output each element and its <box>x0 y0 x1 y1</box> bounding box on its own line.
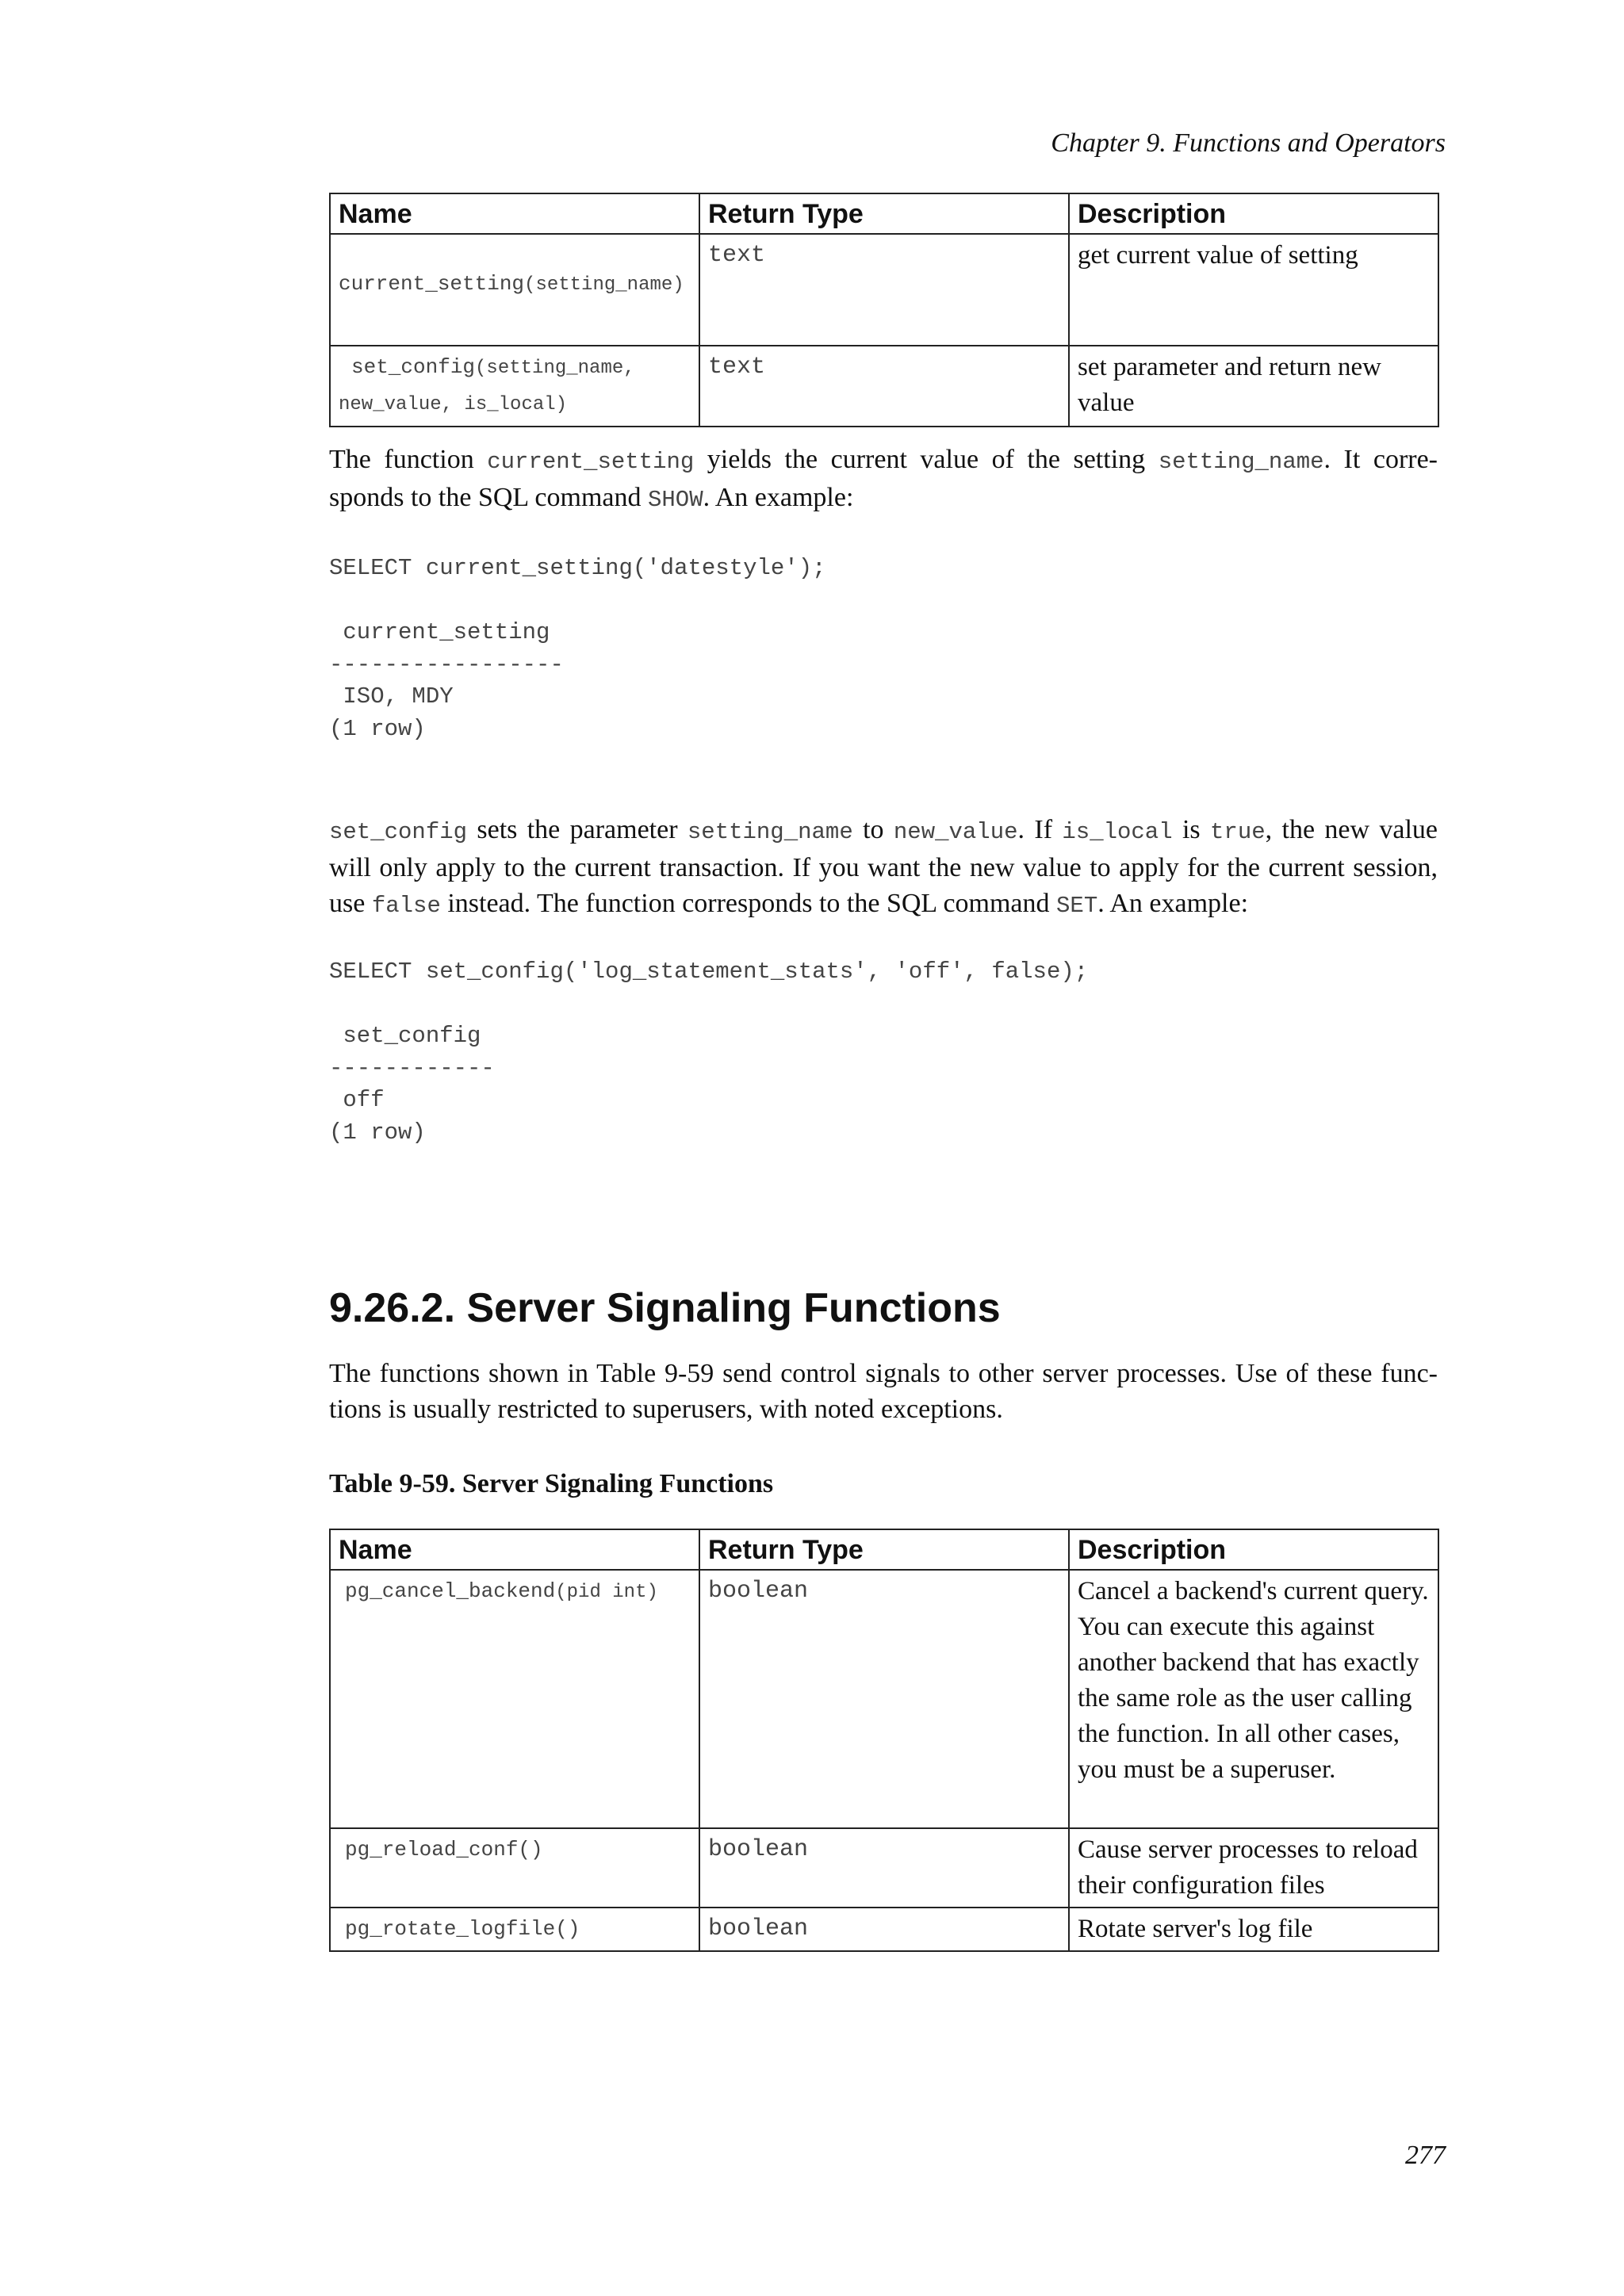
function-args: (pid int) <box>555 1582 658 1603</box>
column-header-description: Description <box>1069 1529 1438 1570</box>
table-header-row <box>330 193 1438 234</box>
paragraph-current-setting <box>329 442 1438 518</box>
column-header-description: Description <box>1069 193 1438 234</box>
function-name-cell <box>330 234 699 346</box>
settings-functions-table <box>329 193 1439 427</box>
table-row <box>330 1908 1438 1951</box>
table-row <box>330 346 1438 427</box>
section-heading: 9.26.2. Server Signaling Functions <box>329 1285 1001 1331</box>
paragraph-set-config <box>329 812 1438 924</box>
code-example-set-config: SELECT set_config('log_statement_stats', 'off', false); set_config ------------ off (1 row) <box>329 959 1089 1146</box>
server-signaling-functions-table <box>329 1529 1439 1952</box>
text: yields the current value of the setting <box>694 445 1159 474</box>
return-type-cell: boolean <box>699 1828 1069 1908</box>
return-type-cell: text <box>699 346 1069 427</box>
inline-code: SET <box>1056 893 1098 919</box>
inline-code: new_value <box>893 819 1018 845</box>
description-cell: get current value of setting <box>1069 234 1438 346</box>
return-type-cell: text <box>699 234 1069 346</box>
column-header-return-type: Return Type <box>699 1529 1069 1570</box>
inline-code: setting_name <box>1158 449 1324 475</box>
running-header: Chapter 9. Functions and Operators <box>1051 128 1446 158</box>
function-name-cell <box>330 1570 699 1828</box>
description-cell: Cause server processes to reload their configuration files <box>1069 1828 1438 1908</box>
text: . It corre- sponds to the SQL command <box>329 445 1438 512</box>
text: sets the parameter <box>467 815 688 844</box>
column-header-return-type: Return Type <box>699 193 1069 234</box>
text: instead. The function corresponds to the SQL command <box>440 889 1057 918</box>
function-name-cell <box>330 346 699 427</box>
table-row <box>330 1828 1438 1908</box>
return-type-cell: boolean <box>699 1570 1069 1828</box>
text: The function <box>329 445 488 474</box>
function-args: (setting_name) <box>524 274 684 296</box>
description-cell: Cancel a backend's current query. You can execute this against another backend that has exactly the same role as the user calling the function. In all other cases, you must be a superuser. <box>1069 1570 1438 1828</box>
function-name: pg_cancel_backend <box>345 1579 556 1603</box>
text: . An example: <box>1097 889 1249 918</box>
table-row <box>330 1570 1438 1828</box>
function-name-cell <box>330 1908 699 1951</box>
text: is <box>1172 815 1211 844</box>
text: , the new value will only apply to the current transaction. If you want the new value to apply for the current session, use <box>329 815 1438 918</box>
text: . If <box>1017 815 1063 844</box>
description-cell: set parameter and return new value <box>1069 346 1438 427</box>
inline-code: current_setting <box>487 449 695 475</box>
table-row <box>330 234 1438 346</box>
inline-code: SHOW <box>648 487 703 513</box>
inline-code: set_config <box>329 819 468 845</box>
inline-code: false <box>371 893 441 919</box>
function-name: current_setting <box>339 272 525 296</box>
function-name: set_config <box>351 355 476 379</box>
code-example-current-setting: SELECT current_setting('datestyle'); current_setting ----------------- ISO, MDY (1 row) <box>329 555 826 742</box>
column-header-name: Name <box>330 193 699 234</box>
function-args: (setting_name, <box>475 358 635 379</box>
description-cell: Rotate server's log file <box>1069 1908 1438 1951</box>
function-name: pg_reload_conf() <box>345 1838 543 1862</box>
table-header-row <box>330 1529 1438 1570</box>
text: to <box>852 815 894 844</box>
page-number: 277 <box>1405 2141 1446 2170</box>
return-type-cell: boolean <box>699 1908 1069 1951</box>
inline-code: setting_name <box>687 819 853 845</box>
paragraph-signaling-intro: The functions shown in Table 9-59 send control signals to other server processes. Use of these func- tions is usually restricted to superusers, with noted exceptions. <box>329 1359 1438 1424</box>
function-name-cell <box>330 1828 699 1908</box>
column-header-name: Name <box>330 1529 699 1570</box>
text: . An example: <box>703 483 854 512</box>
inline-code: is_local <box>1062 819 1173 845</box>
function-args-continued: new_value, is_local) <box>339 394 568 415</box>
inline-code: true <box>1210 819 1266 845</box>
function-name: pg_rotate_logfile() <box>345 1917 580 1941</box>
table-caption: Table 9-59. Server Signaling Functions <box>329 1469 774 1498</box>
